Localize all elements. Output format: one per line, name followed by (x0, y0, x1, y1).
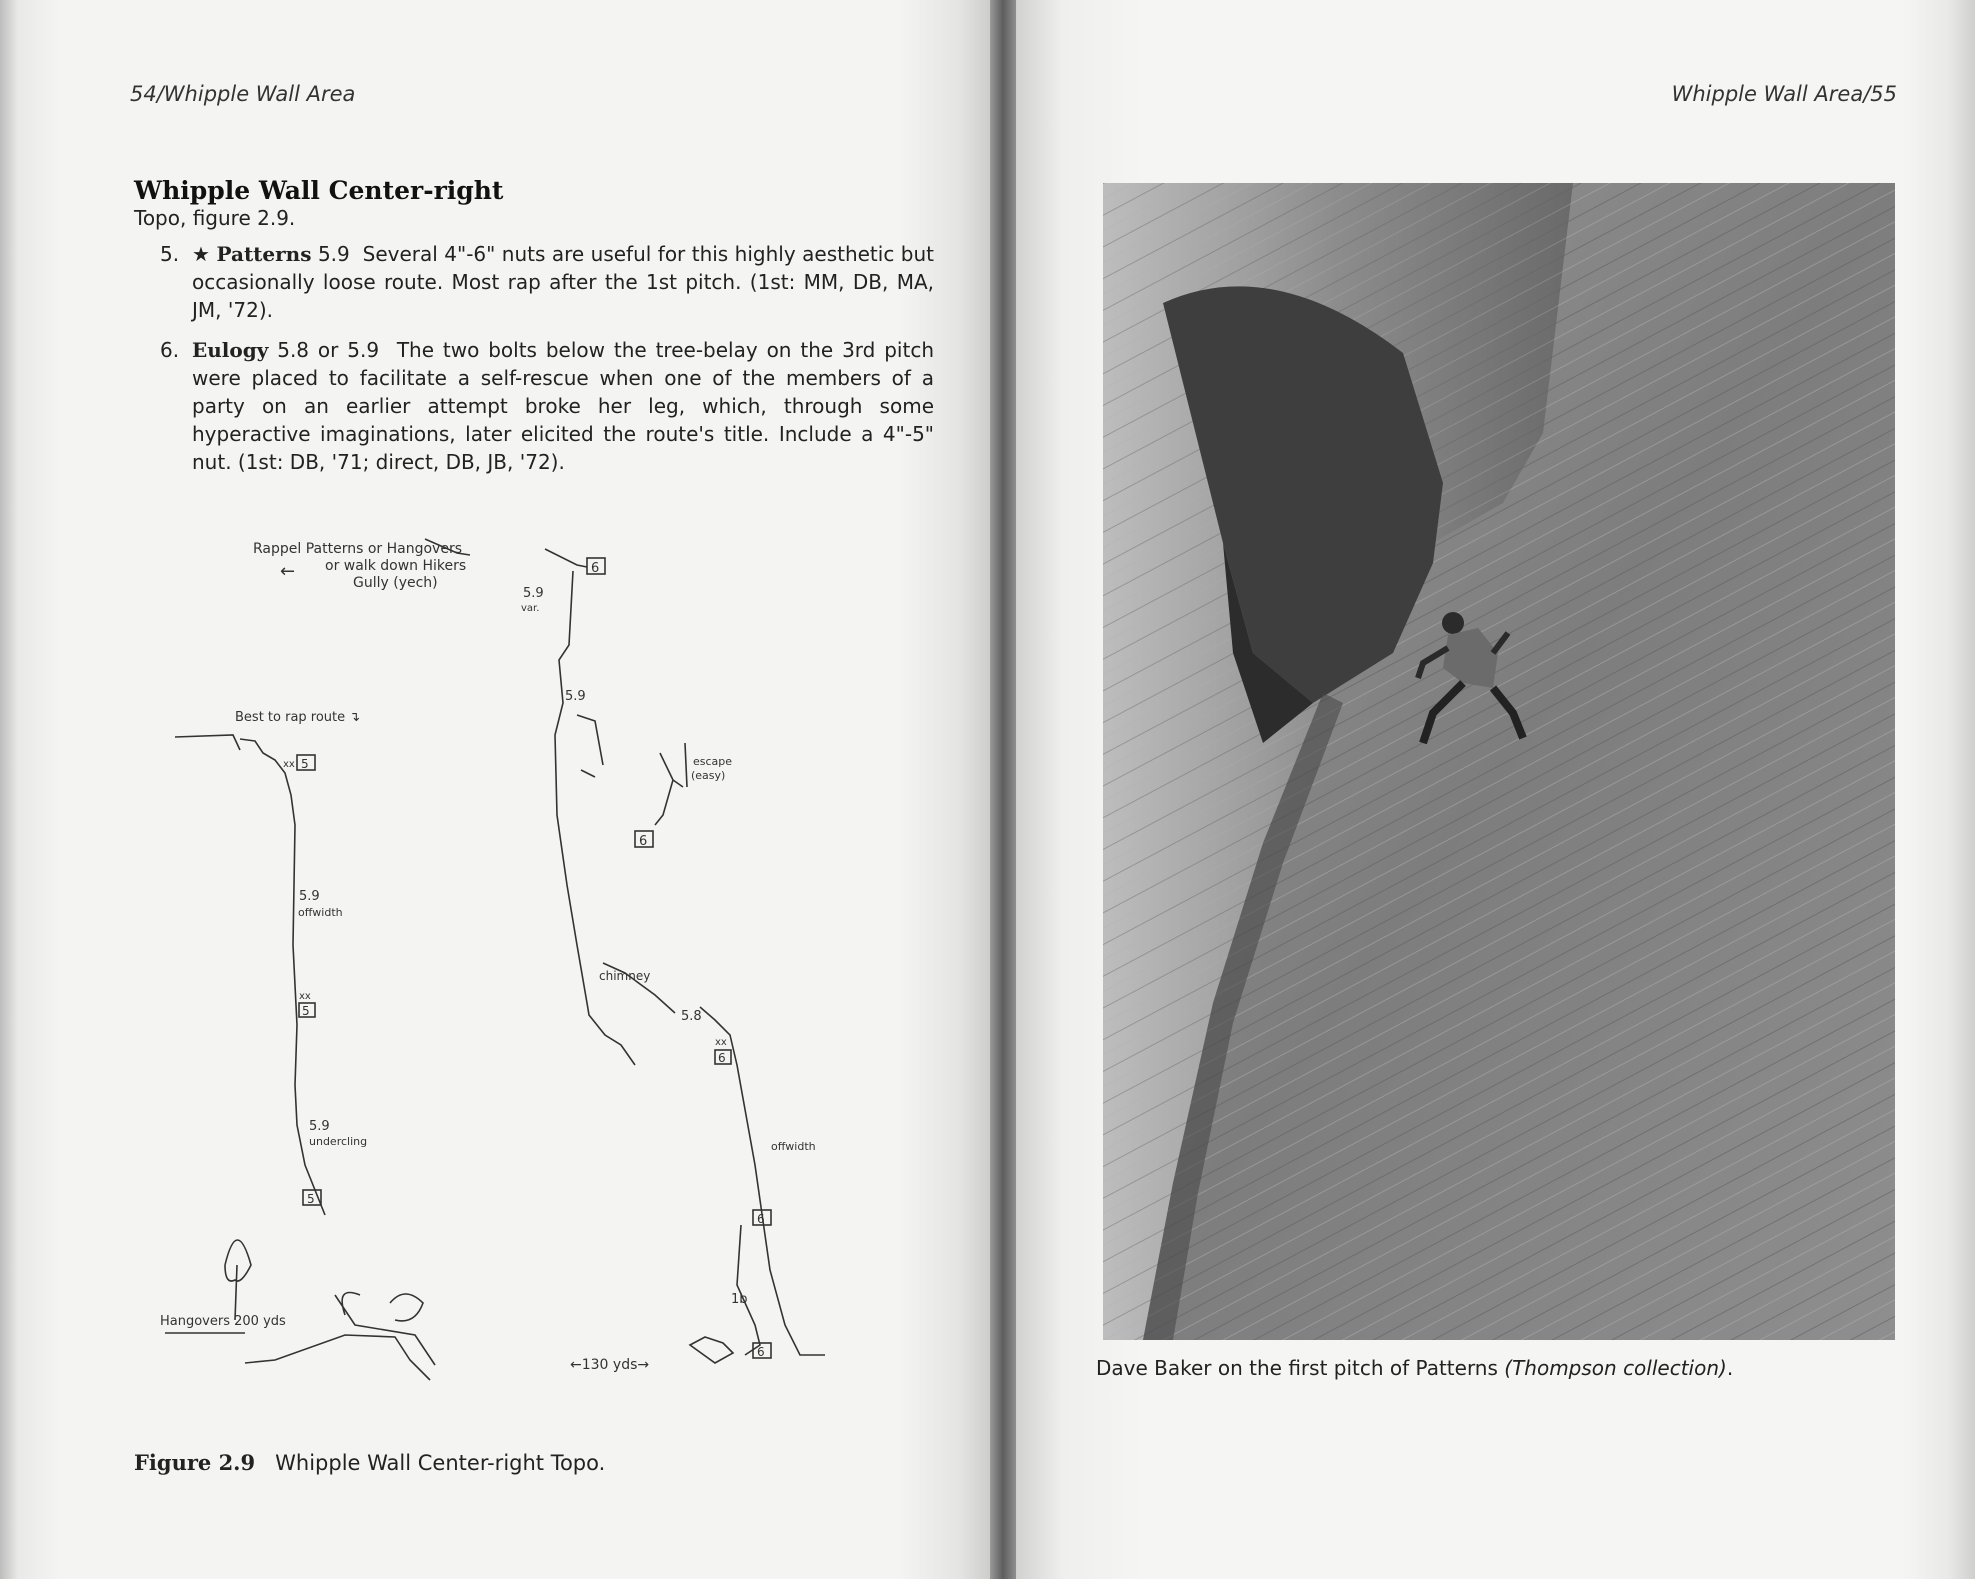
bolts-label: xx (715, 1037, 727, 1048)
grade-label: 5.9 (523, 586, 544, 601)
photo-credit: (Thompson collection) (1504, 1356, 1727, 1380)
route-box-label: 6 (757, 1212, 765, 1226)
rappel-note: Gully (yech) (353, 575, 438, 591)
route-description: The two bolts below the tree-belay on the 3rd pitch were placed to facilitate a self-rescue when one of the members of a party on an earlier attempt broke her leg, which, through some hyperactive imaginations, later elicited the route's title. Include a 4"-5" nut. (1st: DB, '71; direct, DB, JB, '72). (192, 338, 935, 474)
tree-icon (225, 1240, 251, 1320)
star-icon: ★ (192, 242, 211, 266)
rock-wall-image (1103, 183, 1895, 1340)
offwidth-label: offwidth (771, 1140, 816, 1153)
rappel-note: Rappel Patterns or Hangovers (253, 541, 462, 557)
right-page (1003, 0, 1975, 1579)
grade-label: 5.9 (309, 1119, 330, 1134)
section-title: Whipple Wall Center-right (134, 176, 504, 205)
hangovers-label: Hangovers 200 yds (160, 1314, 286, 1329)
topo-diagram (160, 525, 885, 1395)
figure-caption-text: Whipple Wall Center-right Topo. (275, 1451, 606, 1475)
grade-label: 5.8 (681, 1009, 702, 1024)
route-box-label: 6 (591, 561, 600, 576)
route-list (134, 240, 934, 488)
route-box-label: 6 (718, 1051, 726, 1065)
ground-line (245, 1335, 430, 1380)
route-number: 6. (160, 338, 180, 362)
running-head-right: Whipple Wall Area/55 (1671, 82, 1897, 106)
photo-caption (1096, 1356, 1733, 1380)
route-name: Patterns (216, 242, 312, 266)
route-box-label: 5 (301, 757, 309, 771)
grade-label: 5.9 (565, 689, 586, 704)
left-arrow-icon: ← (280, 561, 296, 582)
figure-caption (134, 1450, 605, 1475)
var-label: var. (521, 603, 540, 614)
route-box-label: 5 (307, 1192, 315, 1206)
patterns-route-line (175, 735, 325, 1215)
route-entry (134, 336, 934, 476)
bolts-label: xx (283, 759, 295, 770)
climbing-photo (1103, 183, 1895, 1340)
crack-feature (577, 715, 603, 777)
photo-caption-end: . (1726, 1356, 1734, 1380)
best-rap-label: Best to rap route ↴ (235, 710, 361, 725)
route-entry (134, 240, 934, 324)
grade-label: 1b (731, 1292, 748, 1307)
route-grade: 5.9 (317, 242, 350, 266)
escape-label: (easy) (691, 769, 726, 782)
route-grade: 5.8 or 5.9 (277, 338, 380, 362)
escape-line (655, 743, 687, 825)
route-box-label: 5 (302, 1004, 310, 1018)
undercling-label: undercling (309, 1135, 368, 1148)
boulder (690, 1337, 733, 1363)
escape-label: escape (693, 755, 733, 768)
running-head-left: 54/Whipple Wall Area (130, 82, 356, 106)
distance-label: ←130 yds→ (570, 1357, 650, 1373)
book-gutter (990, 0, 1016, 1579)
route-description: Several 4"-6" nuts are useful for this highly aesthetic but occasionally loose route. Most rap after the 1st pitch. (1st: MM, DB, MA, JM, '72). (192, 242, 934, 322)
grade-label: 5.9 (299, 889, 320, 904)
bolts-label: xx (299, 991, 311, 1002)
section-subtitle: Topo, figure 2.9. (134, 206, 296, 230)
route-name: Eulogy (192, 338, 269, 362)
tree-icon (335, 1293, 435, 1366)
eulogy-route-line (545, 549, 635, 1065)
route-box-label: 6 (639, 834, 648, 849)
route-box-label: 6 (757, 1345, 765, 1359)
rappel-note: or walk down Hikers (325, 558, 467, 574)
chimney-label: chimney (599, 969, 651, 983)
photo-caption-text: Dave Baker on the first pitch of Patterns (1096, 1356, 1505, 1380)
route-number: 5. (160, 242, 180, 266)
figure-label: Figure 2.9 (134, 1450, 256, 1475)
eulogy-route-line (737, 1225, 760, 1355)
offwidth-label: offwidth (298, 906, 343, 919)
